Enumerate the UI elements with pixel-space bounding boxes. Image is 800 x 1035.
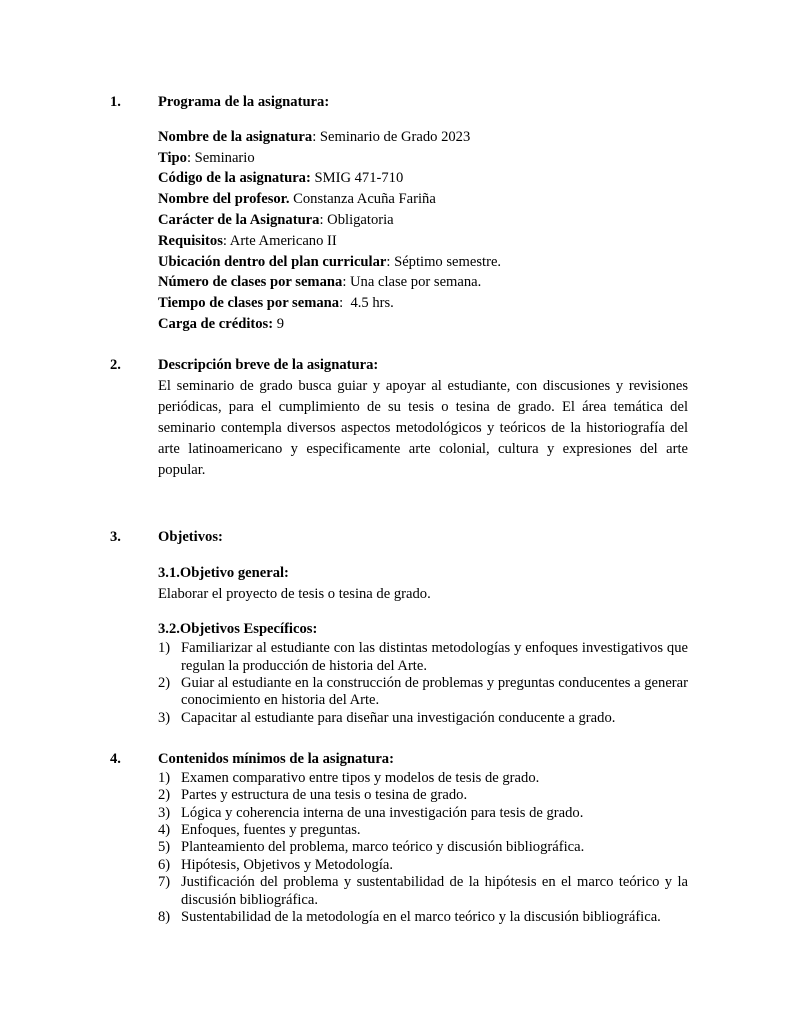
section-title: Contenidos mínimos de la asignatura: [158, 751, 394, 767]
section-number: 4. [110, 751, 121, 767]
field-label: Ubicación dentro del plan curricular [158, 253, 387, 270]
field-value: Seminario [194, 149, 255, 166]
field-label: Número de clases por semana [158, 274, 343, 291]
field-value: Obligatoria [327, 211, 394, 228]
section-title: Programa de la asignatura: [158, 94, 330, 110]
list-item-text: Hipótesis, Objetivos y Metodología. [181, 856, 394, 873]
section-title: Descripción breve de la asignatura: [158, 357, 379, 373]
list-item-number: 2) [158, 675, 171, 691]
list-item [158, 874, 688, 909]
program-field [158, 168, 688, 189]
specific-objectives-title: 3.2.Objetivos Específicos: [158, 621, 318, 638]
field-label: Nombre del profesor. [158, 191, 290, 208]
field-value: Arte Americano II [229, 232, 337, 249]
field-label: Tiempo de clases por semana [158, 295, 340, 312]
list-item-number: 7) [158, 874, 171, 891]
list-item-number: 1) [158, 769, 171, 786]
list-item [158, 640, 688, 675]
field-separator: : [339, 295, 351, 312]
list-item-number: 3) [158, 709, 171, 726]
program-field [158, 231, 688, 252]
list-item-text: Enfoques, fuentes y preguntas. [181, 822, 361, 839]
field-label: Requisitos [158, 232, 223, 249]
description-text: El seminario de grado busca guiar y apoyar al estudiante, con discusiones y revisiones periódicas, para el cumplimiento de su tesis o tesina de grado. El área temática del seminario contempla diversos aspectos metodológicos y teóricos de la historiografía del arte latinoamericano y especificamente arte colonial, cultura y expresiones del arte popular. [158, 377, 688, 478]
list-item-text: Guiar al estudiante en la construcción de problemas y preguntas conducentes a generar conocimiento en historia del Arte. [181, 675, 688, 709]
program-field [158, 314, 688, 335]
program-field [158, 189, 688, 210]
field-separator: : [222, 232, 230, 249]
field-separator: : [342, 274, 351, 291]
program-field [158, 148, 688, 169]
list-item-number: 4) [158, 822, 171, 839]
list-item-text: Lógica y coherencia interna de una investigación para tesis de grado. [181, 804, 584, 821]
field-separator: : [186, 149, 195, 166]
field-separator: : [319, 211, 328, 228]
list-item-number: 3) [158, 804, 171, 821]
field-label: Código de la asignatura: [158, 170, 311, 187]
field-value: Séptimo semestre. [394, 253, 502, 270]
list-item-text: Sustentabilidad de la metodología en el marco teórico y la discusión bibliográfica. [181, 909, 661, 926]
program-field [158, 293, 688, 314]
list-item-number: 5) [158, 839, 171, 856]
general-objective-text: Elaborar el proyecto de tesis o tesina de grado. [158, 585, 431, 602]
list-item [158, 909, 688, 926]
list-item-text: Partes y estructura de una tesis o tesina de grado. [181, 787, 468, 804]
specific-objectives-list [158, 640, 688, 727]
list-item [158, 787, 688, 804]
list-item [158, 770, 688, 787]
field-separator: : [312, 128, 320, 145]
list-item-number: 2) [158, 787, 171, 804]
program-field [158, 127, 688, 148]
field-label: Carácter de la Asignatura [158, 211, 320, 228]
program-fields [158, 127, 688, 335]
field-label: Tipo [158, 149, 187, 166]
field-label: Nombre de la asignatura [158, 128, 313, 145]
section-number: 1. [110, 94, 121, 110]
section-number: 2. [110, 357, 121, 373]
field-value: 4.5 hrs. [350, 295, 394, 312]
list-item-number: 6) [158, 856, 171, 873]
list-item-number: 1) [158, 640, 171, 657]
list-item [158, 857, 688, 874]
section-title: Objetivos: [158, 529, 223, 545]
field-value: SMIG 471-710 [314, 170, 404, 187]
field-label: Carga de créditos: [158, 315, 274, 332]
field-value: 9 [276, 315, 285, 332]
program-field [158, 272, 688, 293]
list-item-number: 8) [158, 909, 171, 926]
list-item-text: Justificación del problema y sustentabilidad de la hipótesis en el marco teórico y la discusión bibliográfica. [181, 874, 688, 908]
list-item [158, 822, 688, 839]
field-value: Una clase por semana. [350, 274, 482, 291]
list-item-text: Planteamiento del problema, marco teórico y discusión bibliográfica. [181, 839, 585, 856]
list-item [158, 675, 688, 710]
list-item-text: Examen comparativo entre tipos y modelos de tesis de grado. [181, 769, 540, 786]
list-item [158, 710, 688, 727]
general-objective-title: 3.1.Objetivo general: [158, 564, 289, 581]
list-item-text: Familiarizar al estudiante con las distintas metodologías y enfoques investigativos que regulan la producción de historia del Arte. [181, 640, 688, 674]
field-value: Seminario de Grado 2023 [319, 128, 471, 145]
list-item [158, 839, 688, 856]
contents-list [158, 770, 688, 927]
list-item-text: Capacitar al estudiante para diseñar una investigación conducente a grado. [181, 709, 616, 726]
section-number: 3. [110, 529, 121, 545]
list-item [158, 805, 688, 822]
program-field [158, 210, 688, 231]
field-value: Constanza Acuña Fariña [293, 191, 436, 208]
field-separator: : [386, 253, 395, 270]
program-field [158, 252, 688, 273]
